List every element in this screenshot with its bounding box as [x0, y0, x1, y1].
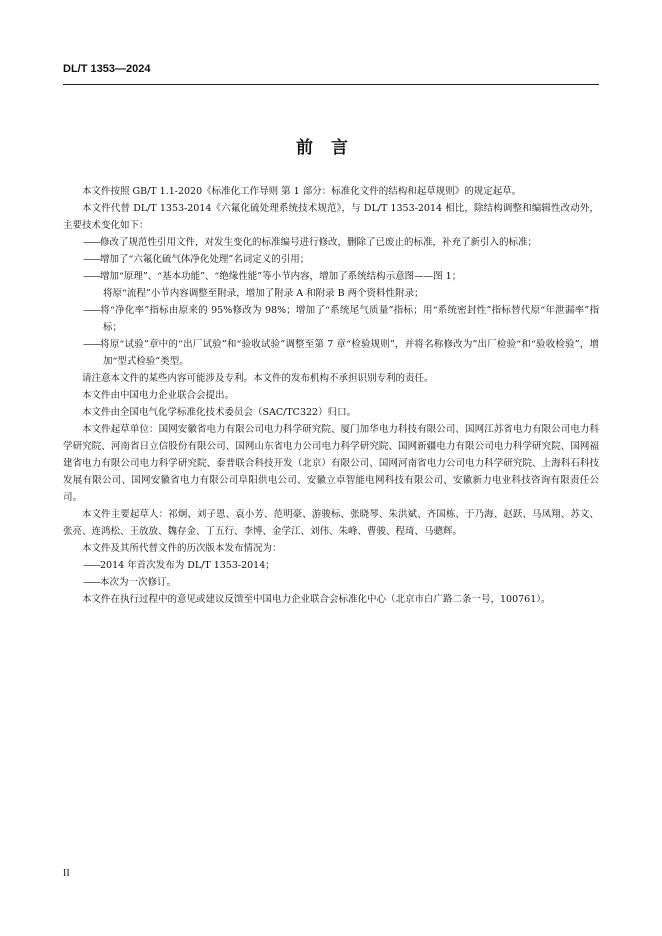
dash-mark: —— — [83, 254, 100, 265]
dash-mark: —— — [83, 560, 100, 571]
change-item — [63, 251, 599, 268]
paragraph-replacement: 本文件代替 DL/T 1353-2014《六氟化硫处理系统技术规范》，与 DL/T 1353-2014 相比，除结构调整和编辑性改动外，主要技术变化如下： — [63, 203, 599, 231]
preface-body — [63, 183, 599, 608]
paragraph-drafting-rules: 本文件按照 GB/T 1.1-2020《标准化工作导则 第 1 部分：标准化文件的结构和起草规则》的规定起草。 — [82, 186, 522, 197]
standard-code: DL/T 1353—2024 — [63, 63, 151, 75]
technical-committee: 本文件由全国电气化学标准化技术委员会（SAC/TC322）归口。 — [82, 407, 357, 418]
version-history-intro: 本文件及其所代替文件的历次版本发布情况为： — [82, 543, 282, 554]
feedback-paragraph: 本文件在执行过程中的意见或建议反馈至中国电力企业联合会标准化中心（北京市白广路二条一号，100761）。 — [82, 594, 551, 605]
history-text: 本次为一次修订。 — [100, 577, 177, 588]
dash-mark: —— — [83, 237, 100, 248]
change-subitem: 将原“流程”小节内容调整至附录，增加了附录 A 和附录 B 两个资料性附录； — [103, 288, 424, 299]
change-text: 将“净化率”指标由原来的 95%修改为 98%；增加了“系统尾气质量”指标；用“系统密封性”指标替代原“年泄漏率”指标； — [100, 305, 599, 333]
change-item — [63, 302, 599, 336]
dash-mark: —— — [83, 305, 100, 316]
change-text: 增加了“六氟化硫气体净化处理”名词定义的引用； — [100, 254, 310, 265]
proposer: 本文件由中国电力企业联合会提出。 — [82, 390, 235, 401]
dash-mark: —— — [83, 339, 100, 350]
drafters: 本文件主要起草人：祁炯、刘子恩、袁小芳、范明豪、游骏标、张晓琴、朱洪斌、齐国栋、于乃海、赵跃、马凤翔、苏文、张亮、连鸿松、王放放、魏存金、丁五行、李博、金学江、刘伟、朱峰、曹骏、程琦、马骢辉。 — [63, 509, 599, 537]
dash-mark: —— — [83, 271, 100, 282]
page-number: II — [63, 868, 70, 879]
change-text: 修改了规范性引用文件，对发生变化的标准编号进行修改，删除了已废止的标准，补充了新引入的标准； — [100, 237, 538, 248]
change-item — [63, 234, 599, 251]
history-text: 2014 年首次发布为 DL/T 1353-2014； — [100, 560, 275, 571]
history-item — [63, 574, 599, 591]
drafting-units: 本文件起草单位：国网安徽省电力有限公司电力科学研究院、厦门加华电力科技有限公司、国网江苏省电力有限公司电力科学研究院、河南省日立信股份有限公司、国网山东省电力公司电力科学研究院、国网新疆电力有限公司电力科学研究院、国网福建省电力有限公司电力科学研究院、泰普联合科技开发（北京）有限公司、国网河南省电力公司电力科学研究院、上海科石科技发展有限公司、国网安徽省电力有限公司阜阳供电公司、安徽立卓智能电网科技有限公司、安徽新力电业科技咨询有限责任公司。 — [63, 424, 599, 503]
change-text: 增加“原理”、“基本功能”、“绝缘性能”等小节内容，增加了系统结构示意图——图 1； — [100, 271, 462, 282]
change-item — [63, 336, 599, 370]
change-item — [63, 268, 599, 285]
dash-mark: —— — [83, 577, 100, 588]
patent-notice: 请注意本文件的某些内容可能涉及专利。本文件的发布机构不承担识别专利的责任。 — [82, 373, 434, 384]
history-item — [63, 557, 599, 574]
page-title: 前言 — [296, 138, 366, 158]
header-rule — [63, 84, 599, 85]
change-text: 将原“试验”章中的“出厂试验”和“验收试验”调整至第 7 章“检验规则”，并将名称修改为”出厂检验“和“验收检验”，增加“型式检验”类型。 — [100, 339, 599, 367]
